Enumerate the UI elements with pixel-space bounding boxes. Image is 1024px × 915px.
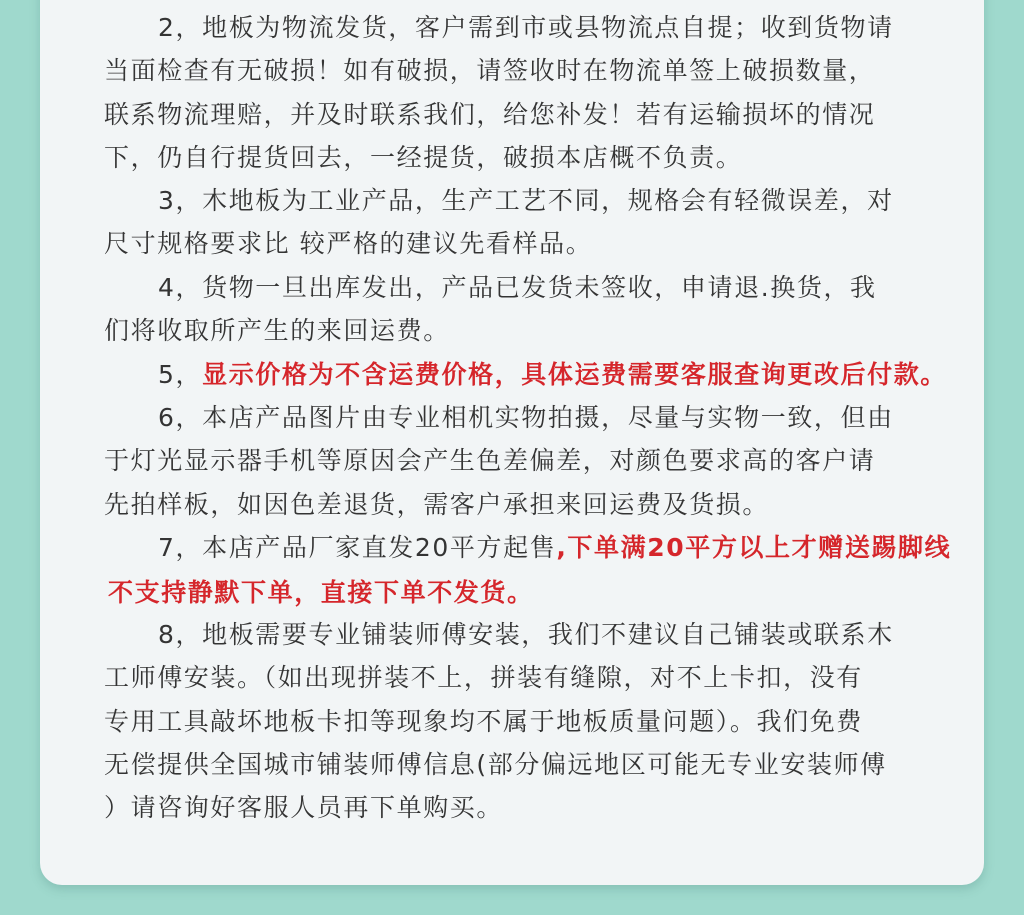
item-3-line-1: 3，木地板为工业产品，生产工艺不同，规格会有轻微误差，对 bbox=[158, 186, 894, 215]
item-8-line-2: 工师傅安装。（如出现拼装不上，拼装有缝隙，对不上卡扣，没有 bbox=[104, 663, 863, 692]
item-7-highlight-1: ,下单满20平方以上才赠送踢脚线 bbox=[556, 533, 952, 562]
item-6-line-3: 先拍样板，如因色差退货，需客户承担来回运费及货损。 bbox=[104, 490, 770, 519]
item-8-line-4: 无偿提供全国城市铺装师傅信息(部分偏远地区可能无专业安装师傅 bbox=[104, 750, 887, 779]
item-6-line-1: 6，本店产品图片由专业相机实物拍摄，尽量与实物一致，但由 bbox=[158, 403, 894, 432]
item-3-line-2: 尺寸规格要求比 较严格的建议先看样品。 bbox=[104, 229, 593, 258]
item-5-highlight: 显示价格为不含运费价格，具体运费需要客服查询更改后付款。 bbox=[202, 360, 947, 389]
item-4-line-2: 们将收取所产生的来回运费。 bbox=[104, 316, 450, 345]
item-8-line-1: 8，地板需要专业铺装师傅安装，我们不建议自己铺装或联系木 bbox=[158, 620, 894, 649]
notice-card bbox=[40, 0, 984, 885]
item-8-line-3: 专用工具敲坏地板卡扣等现象均不属于地板质量问题）。我们免费 bbox=[104, 707, 863, 736]
item-4-line-1: 4，货物一旦出库发出，产品已发货未签收，申请退.换货，我 bbox=[158, 273, 877, 302]
item-8-line-5: ）请咨询好客服人员再下单购买。 bbox=[104, 793, 504, 822]
item-2-line-1: 2，地板为物流发货，客户需到市或县物流点自提；收到货物请 bbox=[158, 13, 894, 42]
item-2-line-3: 联系物流理赔，并及时联系我们，给您补发！若有运输损坏的情况 bbox=[104, 100, 876, 129]
item-7-text: 7，本店产品厂家直发20平方起售 bbox=[158, 533, 557, 562]
item-2-line-4: 下，仍自行提货回去，一经提货，破损本店概不负责。 bbox=[104, 143, 743, 172]
item-2-line-2: 当面检查有无破损！如有破损，请签收时在物流单签上破损数量， bbox=[104, 56, 876, 85]
item-7-line-1 bbox=[104, 533, 951, 563]
item-7-highlight-2: 不支持静默下单，直接下单不发货。 bbox=[108, 578, 534, 607]
item-5-number: 5， bbox=[158, 360, 203, 389]
item-6-line-2: 于灯光显示器手机等原因会产生色差偏差，对颜色要求高的客户请 bbox=[104, 446, 876, 475]
item-5 bbox=[104, 360, 947, 390]
